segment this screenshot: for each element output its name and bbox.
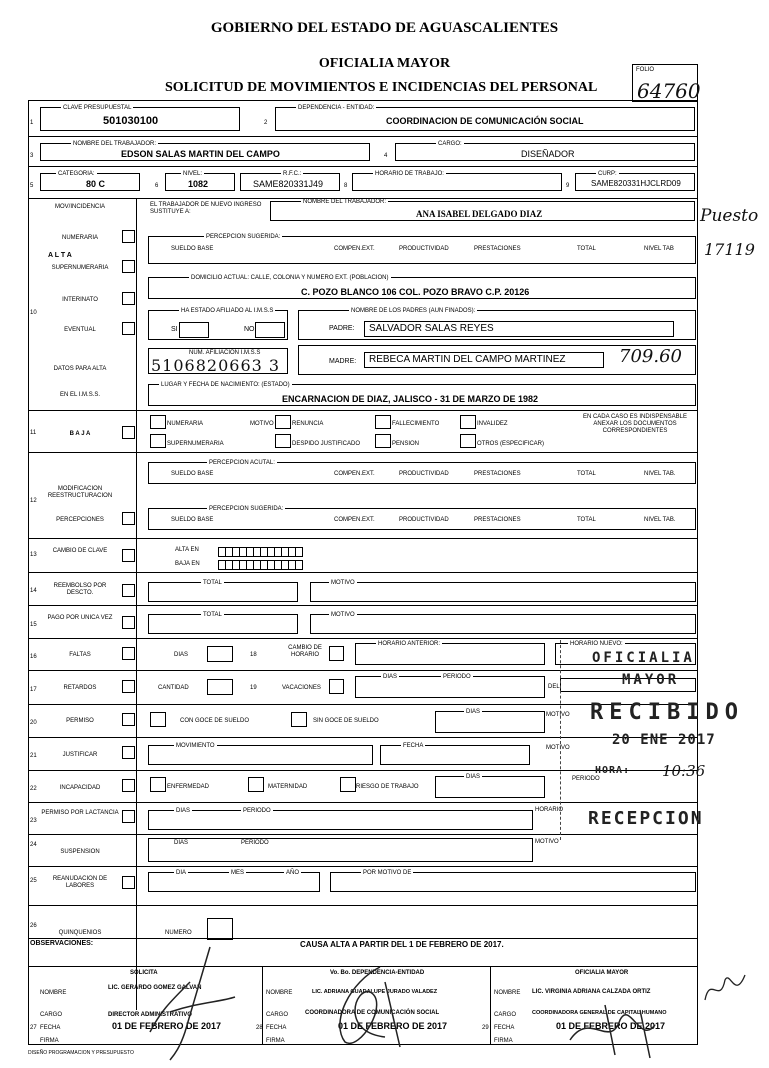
total-label: TOTAL (577, 246, 596, 252)
row-number: 8 (344, 183, 348, 189)
pension-label: PENSION (392, 441, 420, 447)
row-number: 26 (30, 923, 37, 929)
invalidez-checkbox[interactable] (460, 415, 476, 429)
reanudacion-dia-label: DIA (176, 870, 187, 876)
enfermedad-label: ENFERMEDAD (167, 784, 210, 790)
cargo-value: DISEÑADOR (521, 149, 575, 159)
dependencia-value: COORDINACION DE COMUNICACIÓN SOCIAL (386, 116, 584, 126)
no-label: NO (244, 326, 255, 333)
otros-checkbox[interactable] (460, 434, 476, 448)
datos-alta-label: DATOS PARA ALTA (53, 366, 107, 372)
sustituye-label: EL TRABAJADOR DE NUEVO INGRESO SUSTITUYE A: (150, 202, 262, 215)
numeraria-label: NUMERARIA (61, 235, 98, 241)
reembolso-total-box (148, 582, 298, 602)
no-field[interactable] (255, 322, 285, 338)
vacaciones-label: VACACIONES (282, 685, 321, 691)
stamp-oficialia: OFICIALIA (592, 650, 695, 666)
afiliado-label: HA ESTADO AFILIADO AL I.M.S.S (181, 308, 274, 314)
enfermedad-checkbox[interactable] (150, 777, 166, 792)
vacaciones-checkbox[interactable] (329, 679, 344, 694)
productividad-label: PRODUCTIVIDAD (399, 246, 449, 252)
curp-value: SAME820331HJCLRD09 (591, 179, 681, 188)
fallecimiento-label: FALLECIMIENTO (392, 421, 440, 427)
row-number: 6 (155, 183, 159, 189)
renuncia-checkbox[interactable] (275, 415, 291, 429)
cambio-clave-label: CAMBIO DE CLAVE (52, 548, 108, 554)
afiliacion-box (148, 348, 288, 374)
justificar-checkbox[interactable] (122, 746, 135, 759)
signature-3 (560, 990, 680, 1060)
interinato-checkbox[interactable] (122, 292, 135, 305)
vacaciones-dias-label: DIAS (383, 674, 398, 680)
cargo-label-2: CARGO (266, 1012, 289, 1018)
baja-nota: EN CADA CASO ES INDISPENSABLE ANEXAR LOS DOCUMENTOS CORRESPONDIENTES (582, 414, 688, 434)
firma-label-3: FIRMA (494, 1038, 513, 1044)
solicita-label: SOLICITA (130, 970, 158, 976)
curp-box (575, 173, 695, 191)
madre-label: MADRE: (329, 358, 357, 365)
pago-motivo-box (310, 614, 696, 634)
sustituido-value: ANA ISABEL DELGADO DIAZ (416, 209, 543, 219)
observaciones-label: OBSERVACIONES: (30, 940, 94, 947)
domicilio-label: DOMICILIO ACTUAL: CALLE, COLONIA Y NUMERO EXT. (POBLACION) (191, 275, 389, 281)
suspension-dias-label: DIAS (174, 840, 189, 846)
cantidad-field[interactable] (207, 679, 233, 695)
total-label: TOTAL (577, 471, 596, 477)
pago-label: PAGO POR UNICA VEZ (47, 615, 113, 621)
reanudacion-label: REANUDACION DE LABORES (52, 876, 108, 889)
reanudacion-motivo-box (330, 872, 696, 892)
supernumeraria-checkbox[interactable] (122, 260, 135, 273)
stamp-recepcion: RECEPCION (588, 808, 704, 829)
nivel-tab-label: NIVEL TAB. (644, 471, 676, 477)
reanudacion-motivo-label: POR MOTIVO DE (363, 870, 412, 876)
clave-value: 501030100 (103, 115, 159, 127)
incapacidad-dias-box (435, 776, 545, 798)
madre-value: REBECA MARTIN DEL CAMPO MARTINEZ (364, 352, 604, 368)
si-label: SI (171, 326, 178, 333)
row-number: 10 (30, 310, 37, 316)
row-number: 16 (30, 654, 37, 660)
sin-goce-label: SIN GOCE DE SUELDO (313, 718, 379, 724)
movimiento-label: MOVIMIENTO (176, 743, 215, 749)
nombre-label-1: NOMBRE (40, 990, 67, 996)
row-number: 21 (30, 753, 37, 759)
nivel-box (165, 173, 235, 191)
baja-numeraria-label: NUMERARIA (167, 421, 204, 427)
row-number: 1 (30, 120, 34, 126)
form-heading: SOLICITUD DE MOVIMIENTOS E INCIDENCIAS DEL PERSONAL (165, 80, 598, 95)
baja-en-label: BAJA EN (175, 561, 200, 567)
con-goce-checkbox[interactable] (150, 712, 166, 727)
vacaciones-box (355, 676, 545, 698)
numeraria-checkbox[interactable] (122, 230, 135, 243)
pago-checkbox[interactable] (122, 616, 135, 629)
row-number: 18 (250, 652, 257, 658)
row-number: 15 (30, 622, 37, 628)
baja-numeraria-checkbox[interactable] (150, 415, 166, 429)
rfc-value: SAME820331J49 (253, 179, 324, 189)
retardos-checkbox[interactable] (122, 680, 135, 693)
en-imss-label: EN EL I.M.S.S. (59, 392, 101, 398)
row-number: 14 (30, 588, 37, 594)
sueldo-base-label: SUELDO BASE (171, 246, 214, 252)
invalidez-label: INVALIDEZ (477, 421, 508, 427)
reembolso-motivo-box (310, 582, 696, 602)
lugar-box (148, 384, 696, 406)
firmante-3-cargo: COORDINADORA GENERAL DE CAPITAL HUMANO (532, 1010, 667, 1016)
total-label: TOTAL (577, 517, 596, 523)
cambio-clave-checkbox[interactable] (122, 549, 135, 562)
stamp-hora-label: HORA: (595, 765, 631, 776)
justificar-motivo-label: MOTIVO (546, 745, 570, 751)
permiso-dias-label: DIAS (466, 709, 481, 715)
productividad-label: PRODUCTIVIDAD (399, 471, 449, 477)
percepciones-checkbox[interactable] (122, 512, 135, 525)
nombre-label-2: NOMBRE (266, 990, 293, 996)
compen-ext-label: COMPEN.EXT. (334, 246, 375, 252)
row-number: 2 (264, 120, 268, 126)
permiso-checkbox[interactable] (122, 713, 135, 726)
padre-label: PADRE: (329, 325, 355, 332)
firmante-1-cargo: DIRECTOR ADMINISTRATIVO (108, 1012, 192, 1018)
reanudacion-mes-label: MES (231, 870, 245, 876)
despido-checkbox[interactable] (275, 434, 291, 448)
lactancia-box (148, 810, 533, 830)
row-number: 3 (30, 153, 34, 159)
baja-checkbox[interactable] (122, 426, 135, 439)
rfc-box (240, 173, 340, 191)
eventual-label: EVENTUAL (64, 327, 96, 333)
horario-anterior-box (355, 643, 545, 665)
puesto-number-note: 17119 (704, 240, 755, 259)
sustituido-box (270, 201, 695, 221)
stamp-fecha: 20 ENE 2017 (612, 732, 716, 748)
percepcion-actual-box (148, 462, 696, 484)
si-field[interactable] (179, 322, 209, 338)
row-number: 27 (30, 1025, 37, 1031)
row-number: 5 (30, 183, 34, 189)
oficialia-mayor-label: OFICIALIA MAYOR (575, 970, 629, 976)
suspension-box (148, 838, 533, 862)
movimiento-box (148, 745, 373, 765)
faltas-label: FALTAS (69, 652, 91, 658)
compen-ext-label: COMPEN.EXT. (334, 471, 375, 477)
side-signature (700, 970, 750, 1010)
cargo-label-1: CARGO (40, 1012, 63, 1018)
firmante-2-nombre: LIC. ADRIANA GUADALUPE JURADO VALADEZ (312, 989, 438, 995)
domicilio-value: C. POZO BLANCO 106 COL. POZO BRAVO C.P. 20126 (301, 287, 530, 297)
afiliacion-label: NUM. AFILIACION I.M.S.S (189, 350, 261, 356)
folio-box (632, 64, 701, 103)
categoria-value: 80 C (86, 179, 106, 189)
signature-1 (130, 942, 250, 1062)
despido-label: DESPIDO JUSTIFICADO (292, 441, 361, 447)
nombre-label-3: NOMBRE (494, 990, 521, 996)
clave-label: CLAVE PRESUPUESTAL (63, 105, 132, 111)
percepcion-sugerida-box (148, 236, 696, 264)
form-subtitle: OFICIALIA MAYOR (318, 56, 451, 71)
incapacidad-checkbox[interactable] (122, 779, 135, 792)
row-number: 12 (30, 498, 37, 504)
eventual-checkbox[interactable] (122, 322, 135, 335)
sueldo-base-label: SUELDO BASE (171, 471, 214, 477)
baja-supernumeraria-checkbox[interactable] (150, 434, 166, 448)
firmante-3-fecha: 01 DE FEBRERO DE 2017 (556, 1021, 666, 1031)
percepcion-sugerida-label: PERCEPCION SUGERIDA: (206, 234, 281, 240)
lactancia-checkbox[interactable] (122, 810, 135, 823)
percepcion-sugerida2-box (148, 508, 696, 530)
reanudacion-fecha-box (148, 872, 320, 892)
prestaciones-label: PRESTACIONES (474, 471, 521, 477)
baja-label: B A J A (69, 431, 91, 437)
categoria-label: CATEGORIA: (58, 171, 95, 177)
clave-box (40, 107, 240, 131)
cargo-box (395, 143, 695, 161)
percepciones-label: PERCEPCIONES (56, 517, 104, 523)
footer-text: DISEÑO PROGRAMACION Y PRESUPUESTO (28, 1050, 134, 1056)
fecha-label-3: FECHA (494, 1025, 515, 1031)
row-number: 22 (30, 786, 37, 792)
modificacion-label: MODIFICACION REESTRUCTURACION (47, 486, 113, 499)
nivel-tab-label: NIVEL TAB (644, 246, 674, 252)
nombre-trabajador-label: NOMBRE DEL TRABAJADOR: (303, 199, 387, 205)
lactancia-periodo-label: PERIODO (243, 808, 271, 814)
alta-label: A L T A (48, 252, 72, 259)
faltas-dias-label: DIAS (174, 652, 189, 658)
riesgo-label: RIESGO DE TRABAJO (356, 784, 419, 790)
renuncia-label: RENUNCIA (292, 421, 324, 427)
baja-supernumeraria-label: SUPERNUMERARIA (167, 441, 224, 447)
row-number: 19 (250, 685, 257, 691)
fecha-box (380, 745, 530, 765)
lactancia-horario-label: HORARIO (535, 807, 564, 813)
handwritten-amount: 709.60 (619, 346, 682, 367)
fecha-label: FECHA (403, 743, 424, 749)
maternidad-label: MATERNIDAD (268, 784, 308, 790)
cargo-label: CARGO: (438, 141, 462, 147)
fecha-label-1: FECHA (40, 1025, 61, 1031)
incapacidad-periodo-label: PERIODO (572, 776, 600, 782)
vobo-label: Vo. Bo. DEPENDENCIA-ENTIDAD (330, 970, 425, 976)
cambio-horario-checkbox[interactable] (329, 646, 344, 661)
pago-motivo-label: MOTIVO (331, 612, 355, 618)
row-number: 24 (30, 842, 37, 848)
padres-box (298, 310, 696, 340)
incapacidad-label: INCAPACIDAD (59, 785, 101, 791)
row-number: 28 (256, 1025, 263, 1031)
horario-anterior-label: HORARIO ANTERIOR: (378, 641, 441, 647)
puesto-note: Puesto (700, 206, 759, 226)
horario-box (352, 173, 562, 191)
curp-label: CURP: (598, 171, 617, 177)
firmante-2-cargo: COORDINADORA DE COMUNICACIÓN SOCIAL (305, 1010, 440, 1016)
firmante-2-fecha: 01 DE FEBRERO DE 2017 (338, 1021, 448, 1031)
firma-label-2: FIRMA (266, 1038, 285, 1044)
sin-goce-checkbox[interactable] (291, 712, 307, 727)
row-number: 29 (482, 1025, 489, 1031)
cantidad-label: CANTIDAD (158, 685, 189, 691)
riesgo-checkbox[interactable] (340, 777, 356, 792)
interinato-label: INTERINATO (62, 297, 98, 303)
stamp-hora-value: 10:36 (662, 762, 706, 780)
row-number: 4 (384, 153, 388, 159)
compen-ext-label: COMPEN.EXT. (334, 517, 375, 523)
productividad-label: PRODUCTIVIDAD (399, 517, 449, 523)
faltas-dias-field[interactable] (207, 646, 233, 662)
alta-en-label: ALTA EN (175, 547, 199, 553)
prestaciones-label: PRESTACIONES (474, 246, 521, 252)
permiso-label: PERMISO (66, 718, 94, 724)
row-number: 17 (30, 687, 37, 693)
dependencia-label: DEPENDENCIA - ENTIDAD: (298, 105, 375, 111)
firmante-3-nombre: LIC. VIRGINIA ADRIANA CALZADA ORTIZ (532, 989, 651, 995)
firmante-1-nombre: LIC. GERARDO GOMEZ GALVAN (108, 985, 202, 991)
incapacidad-dias-label: DIAS (466, 774, 481, 780)
reanudacion-checkbox[interactable] (122, 876, 135, 889)
justificar-label: JUSTIFICAR (62, 752, 98, 758)
cargo-label-3: CARGO (494, 1012, 517, 1018)
stamp-mayor: MAYOR (622, 672, 680, 688)
cambio-horario-label: CAMBIO DE HORARIO (288, 645, 322, 658)
firmante-1-fecha: 01 DE FEBRERO DE 2017 (112, 1021, 222, 1031)
supernumeraria-label: SUPERNUMERARIA (51, 265, 109, 271)
padre-value: SALVADOR SALAS REYES (364, 321, 674, 337)
reembolso-total-label: TOTAL (203, 580, 222, 586)
numero-field[interactable] (207, 918, 233, 940)
lactancia-label: PERMISO POR LACTANCIA (41, 810, 119, 816)
retardos-label: RETARDOS (63, 685, 97, 691)
row-number: 20 (30, 720, 37, 726)
reembolso-motivo-label: MOTIVO (331, 580, 355, 586)
permiso-motivo-label: MOTIVO (546, 712, 570, 718)
domicilio-box (148, 277, 696, 299)
afiliado-box (148, 310, 288, 340)
lugar-label: LUGAR Y FECHA DE NACIMIENTO: (ESTADO) (161, 382, 290, 388)
nombre-box (40, 143, 370, 161)
quinquenios-label: QUINQUENIOS (58, 930, 102, 936)
lactancia-dias-label: DIAS (176, 808, 191, 814)
nivel-value: 1082 (188, 179, 209, 189)
reembolso-checkbox[interactable] (122, 584, 135, 597)
nombre-value: EDSON SALAS MARTIN DEL CAMPO (121, 149, 280, 159)
reembolso-label: REEMBOLSO POR DESCTO. (53, 583, 107, 596)
otros-label: OTROS (ESPECIFICAR) (477, 441, 545, 447)
horario-label: HORARIO DE TRABAJO: (375, 171, 444, 177)
row-number: 11 (30, 430, 37, 436)
sueldo-base-label: SUELDO BASE (171, 517, 214, 523)
vacaciones-periodo-label: PERIODO (443, 674, 471, 680)
con-goce-label: CON GOCE DE SUELDO (180, 718, 250, 724)
nivel-label: NIVEL: (183, 171, 203, 177)
prestaciones-label: PRESTACIONES (474, 517, 521, 523)
permiso-dias-box (435, 711, 545, 733)
suspension-periodo-label: PERIODO (241, 840, 269, 846)
fallecimiento-checkbox[interactable] (375, 415, 391, 429)
firma-label-1: FIRMA (40, 1038, 59, 1044)
row-number: 9 (566, 183, 570, 189)
mov-label: MOV/INCIDENCIA (54, 204, 105, 210)
faltas-checkbox[interactable] (122, 647, 135, 660)
categoria-box (40, 173, 140, 191)
row-number: 23 (30, 818, 37, 824)
percepcion-sugerida2-label: PERCEPCION SUGERIDA: (209, 506, 284, 512)
reanudacion-anio-label: AÑO (286, 870, 300, 876)
maternidad-checkbox[interactable] (248, 777, 264, 792)
baja-motivo-label: MOTIVO (250, 421, 274, 427)
nombre-label: NOMBRE DEL TRABAJADOR: (73, 141, 157, 147)
afiliacion-value: 5106820663 3 (151, 356, 281, 375)
fecha-label-2: FECHA (266, 1025, 287, 1031)
madre-box (298, 345, 696, 375)
pension-checkbox[interactable] (375, 434, 391, 448)
dependencia-box (275, 107, 695, 131)
row-number: 13 (30, 552, 37, 558)
signature-2 (310, 962, 430, 1052)
horario-nuevo-label: HORARIO NUEVO: (570, 641, 623, 647)
rfc-label: R.F.C.: (283, 171, 302, 177)
lugar-value: ENCARNACION DE DIAZ, JALISCO - 31 DE MARZO DE 1982 (282, 394, 539, 404)
folio-label: FOLIO (636, 67, 655, 73)
row-number: 25 (30, 878, 37, 884)
pago-total-box (148, 614, 298, 634)
suspension-label: SUSPENSION (60, 849, 100, 855)
stamp-recibido: RECIBIDO (590, 700, 744, 725)
numero-label: NUMERO (165, 930, 192, 936)
percepcion-actual-label: PERCEPCION ACUTAL: (209, 460, 275, 466)
padres-label: NOMBRE DE LOS PADRES (AUN FINADOS): (351, 308, 476, 314)
folio-value: 64760 (637, 79, 701, 103)
form-title: GOBIERNO DEL ESTADO DE AGUASCALIENTES (210, 20, 559, 36)
nivel-tab-label: NIVEL TAB. (644, 517, 676, 523)
observaciones-value: CAUSA ALTA A PARTIR DEL 1 DE FEBRERO DE 2017. (300, 940, 504, 949)
pago-total-label: TOTAL (203, 612, 222, 618)
suspension-motivo-label: MOTIVO (535, 839, 559, 845)
del-label: DEL (548, 684, 560, 690)
